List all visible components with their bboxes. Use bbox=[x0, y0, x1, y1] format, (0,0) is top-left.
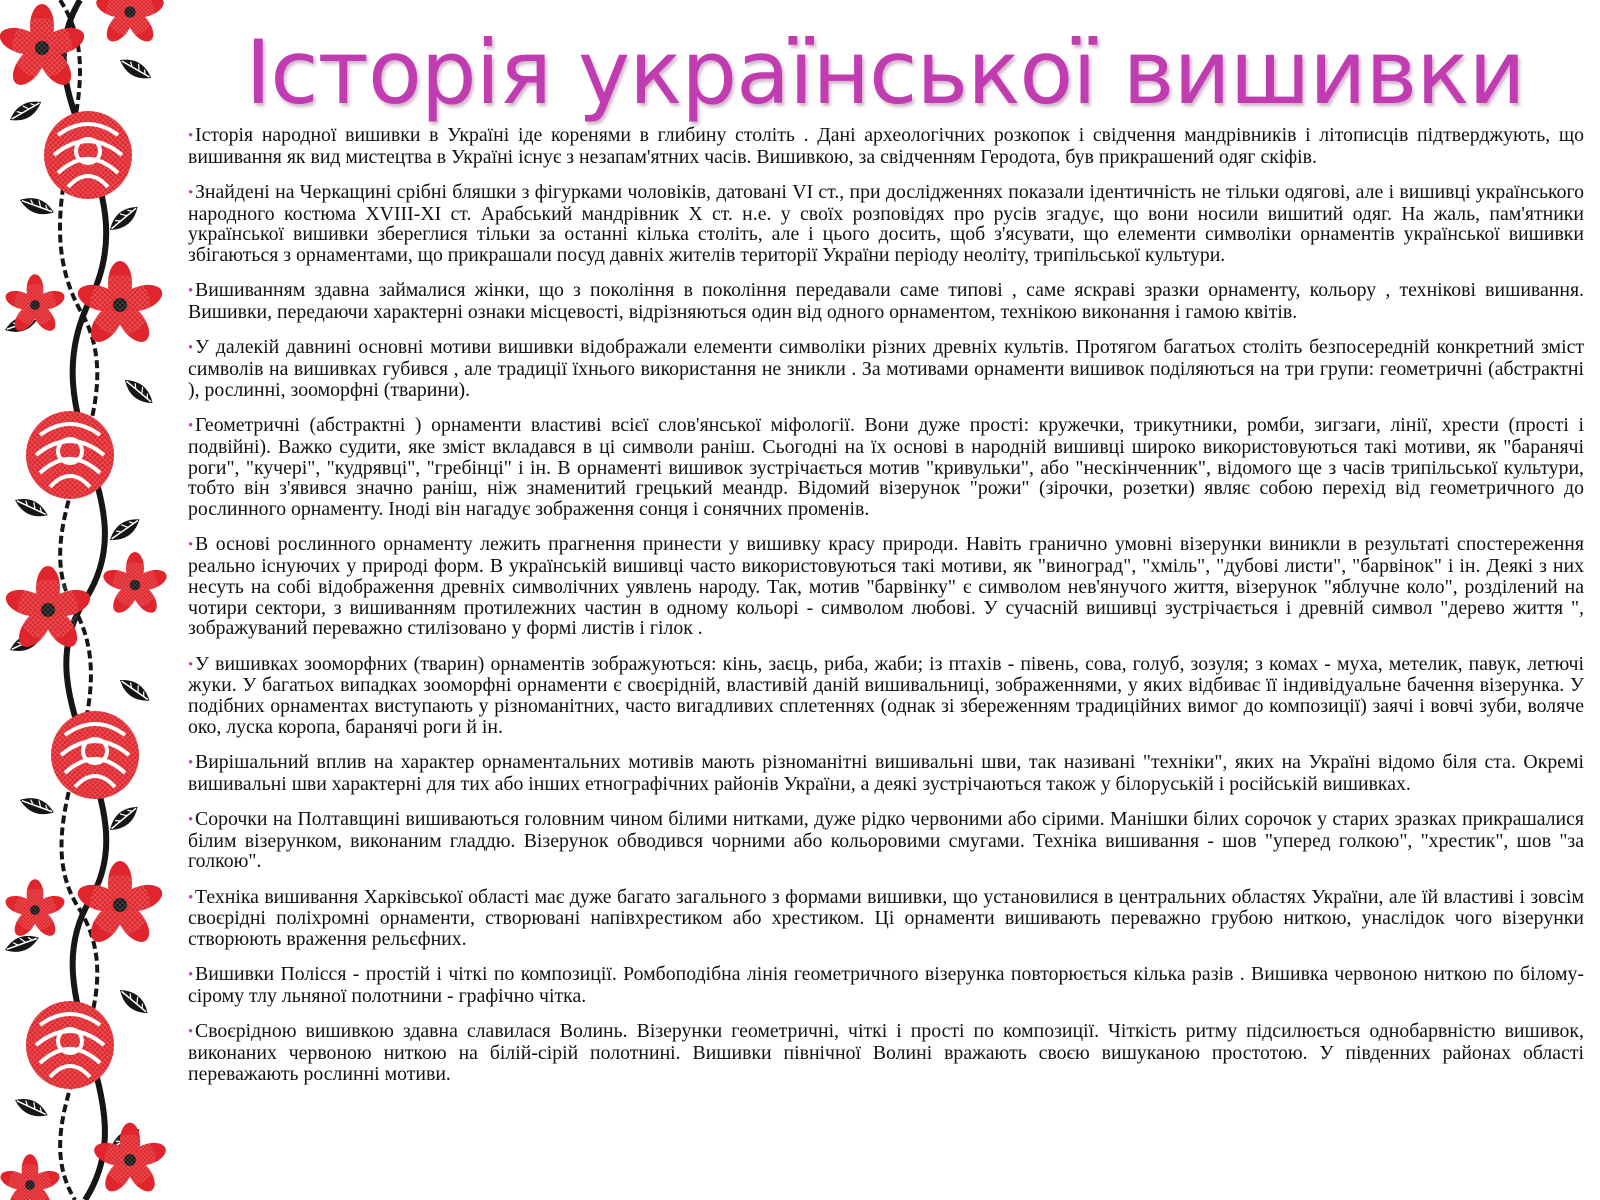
bullet-icon: • bbox=[188, 656, 194, 673]
paragraph-poltava-region bbox=[188, 809, 1584, 872]
bullet-icon: • bbox=[188, 417, 194, 434]
page-title: Історія української вишивки bbox=[245, 21, 1525, 124]
paragraph-text: Вишивки Полісся - простій і чіткі по композиції. Ромбоподібна лінія геометричного візерунка повторюється кілька разів . Вишивка червоною ниткою по білому-сірому тлу льняної полотнини - графічно чітка. bbox=[188, 963, 1584, 1008]
bullet-icon: • bbox=[188, 967, 194, 984]
paragraph-geometric-ornaments bbox=[188, 415, 1584, 520]
paragraph-text: В основі рослинного орнаменту лежить прагнення принести у вишивку красу природи. Навіть гранично умовні візерунки виникли в результаті спостереження реально існуючих у природі форм. В українській вишивці часто використовуються такі мотиви, як "виноград", "хміль", "дубові листи", "барвінок" і ін. Деякі з них несуть на собі відображення древніх символічних уявлень народу. Так, мотив "барвінку" є символом нев'янучого життя, візерунок "яблучне коло", розділений на чотири сектори, з вишиванням протилежних частин в одному кольорі - символом любові. У сучасній вишивці зустрічається і древній символ "дерево життя ", зображуваний переважно стилізовано у формі листів і гілок . bbox=[188, 533, 1584, 640]
paragraph-zoomorphic-ornaments bbox=[188, 654, 1584, 738]
paragraph-plant-ornaments bbox=[188, 534, 1584, 639]
paragraph-text: Вишиванням здавна займалися жінки, що з покоління в покоління передавали саме типові , саме яскраві зразки орнаменту, кольору , технікові вишивання. Вишивки, передаючи характерні ознаки місцевості, відрізняються один від одного орнаментом, технікою виконання і гамою квітів. bbox=[188, 279, 1584, 324]
bullet-icon: • bbox=[188, 1024, 194, 1041]
paragraph-polissia-region bbox=[188, 964, 1584, 1007]
paragraph-kharkiv-region bbox=[188, 887, 1584, 950]
paragraph-ancient-motifs bbox=[188, 337, 1584, 400]
bullet-icon: • bbox=[188, 340, 194, 357]
embroidery-ornament-border bbox=[0, 0, 175, 1200]
bullet-icon: • bbox=[188, 283, 194, 300]
paragraph-text: Техніка вишивання Харківської області має дуже багато загального з формами вишивки, що установилися в центральних областях України, але їй властиві і зовсім своєрідні поліхромні орнаменти, створювані напівхрестиком або хрестиком. Ці орнаменти вишивають переважно грубою ниткою, унаслідок чого візерунки створюють враження рельєфних. bbox=[188, 885, 1584, 951]
bullet-icon: • bbox=[188, 889, 194, 906]
paragraph-volyn-region bbox=[188, 1021, 1584, 1084]
article-body bbox=[188, 125, 1584, 1193]
bullet-icon: • bbox=[188, 537, 194, 554]
bullet-icon: • bbox=[188, 755, 194, 771]
paragraph-text: У далекій давнині основні мотиви вишивки відображали елементи символіки різних древніх культів. Протягом багатьох століть безпосередній конкретний зміст символів на вишивках губився , але традиції їхнього використання не зникли . За мотивами орнаменти вишивок поділяються на три групи: геометричні (абстрактні ), рослинні, зооморфні (тварини). bbox=[188, 336, 1584, 401]
paragraph-text: У вишивках зооморфних (тварин) орнаментів зображуються: кінь, заєць, риба, жаби; із птахів - півень, сова, голуб, зозуля; з комах - муха, метелик, павук, летючі жуки. У багатьох випадках зооморфні орнаменти є своєрідній, властивій даній вишивальниці, зображеннями, у яких відбиває її індивідуальне бачення візерунка. У подібних орнаментах виступають у різноманітних, часто вигадливих сплетеннях (однак зі збереженням традиційних вимог до композиції) заячі і вовчі зуби, воляче око, луска коропа, баранячі роги й ін. bbox=[188, 652, 1584, 738]
paragraph-history-roots bbox=[188, 125, 1584, 168]
paragraph-stitch-techniques bbox=[188, 752, 1584, 795]
rose-embroidery-pattern bbox=[0, 0, 175, 1200]
paragraph-women-embroidery bbox=[188, 280, 1584, 323]
paragraph-text: Геометричні (абстрактні ) орнаменти властиві всієї слов'янської міфології. Вони дуже прості: кружечки, трикутники, ромби, зигзаги, лінії, хрести (прості і подвійні). Важко судити, яке зміст вкладався в ці символи раніш. Сьогодні на їх основі в народній вишивці широко використовуються такі мотиви, як "баранячі роги", "кучері", "кудрявці", "гребінці" і ін. В орнаменті вишивок зустрічається мотив "кривульки", або "нескінченник", відомого ще з часів трипільської культури, тобто він з'явився значно раніш, ніж знаменитий грецький меандр. Відомий візерунок "рожи" (зірочки, розетки) являє собою перехід від геометричного до рослинного орнаменту. Іноді він нагадує зображення сонця і сонячних променів. bbox=[188, 413, 1584, 521]
paragraph-text: Вирішальний вплив на характер орнаментальних мотивів мають різноманітні вишивальні шви, так називані "техніки", яких на Україні відомо біля ста. Окремі вишивальні шви характерні для тих або інших етнографічних районів України, а деякі зустрічаються також у білоруській і російській вишивках. bbox=[188, 751, 1584, 795]
paragraph-text: Знайдені на Черкащині срібні бляшки з фігурками чоловіків, датовані VI ст., при дослідженнях показали ідентичність не тільки одягові, але і вишивці українського народного костюма XVIII-XI ст. Арабський мандрівник X ст. н.е. у своїх розповідях про русів згадує, що вони носили вишитий одяг. На жаль, пам'ятники української вишивки збереглися тільки за останні кілька століть, але і цього досить, щоб з'ясувати, що елементи символіки орнаментів української вишивки збігаються з орнаментами, що прикрашали посуд давніх жителів території України періоду неоліту, трипільської культури. bbox=[188, 180, 1584, 267]
bullet-icon: • bbox=[188, 184, 194, 201]
bullet-icon: • bbox=[188, 128, 194, 144]
paragraph-text: Своєрідною вишивкою здавна славилася Волинь. Візерунки геометричні, чіткі і прості по композиції. Чіткість ритму підсилюється однобарвністю вишивок, виконаних червоною ниткою на білій-сірій полотнині. Вишивки північної Волині вражають своєю вишуканою простотою. У південних районах області переважають рослинні мотиви. bbox=[188, 1020, 1584, 1085]
paragraph-text: Історія народної вишивки в Україні іде коренями в глибину століть . Дані археологічних розкопок і свідчення мандрівників і літописців підтверджують, що вишивання як вид мистецтва в Україні існує з незапам'ятних часів. Вишивкою, за свідченням Геродота, був прикрашений одяг скіфів. bbox=[188, 125, 1584, 168]
paragraph-text: Сорочки на Полтавщині вишиваються головним чином білими нитками, дуже рідко червоними або сірими. Манішки білих сорочок у старих зразках прикрашалися білим візерунком, виконаним гладдю. Візерунок обводився чорними або кольоровими смугами. Техніка вишивання - шов "уперед голкою", "хрестик", шов "за голкою". bbox=[188, 807, 1584, 873]
bullet-icon: • bbox=[188, 811, 194, 828]
paragraph-cherkasy-finds bbox=[188, 182, 1584, 266]
